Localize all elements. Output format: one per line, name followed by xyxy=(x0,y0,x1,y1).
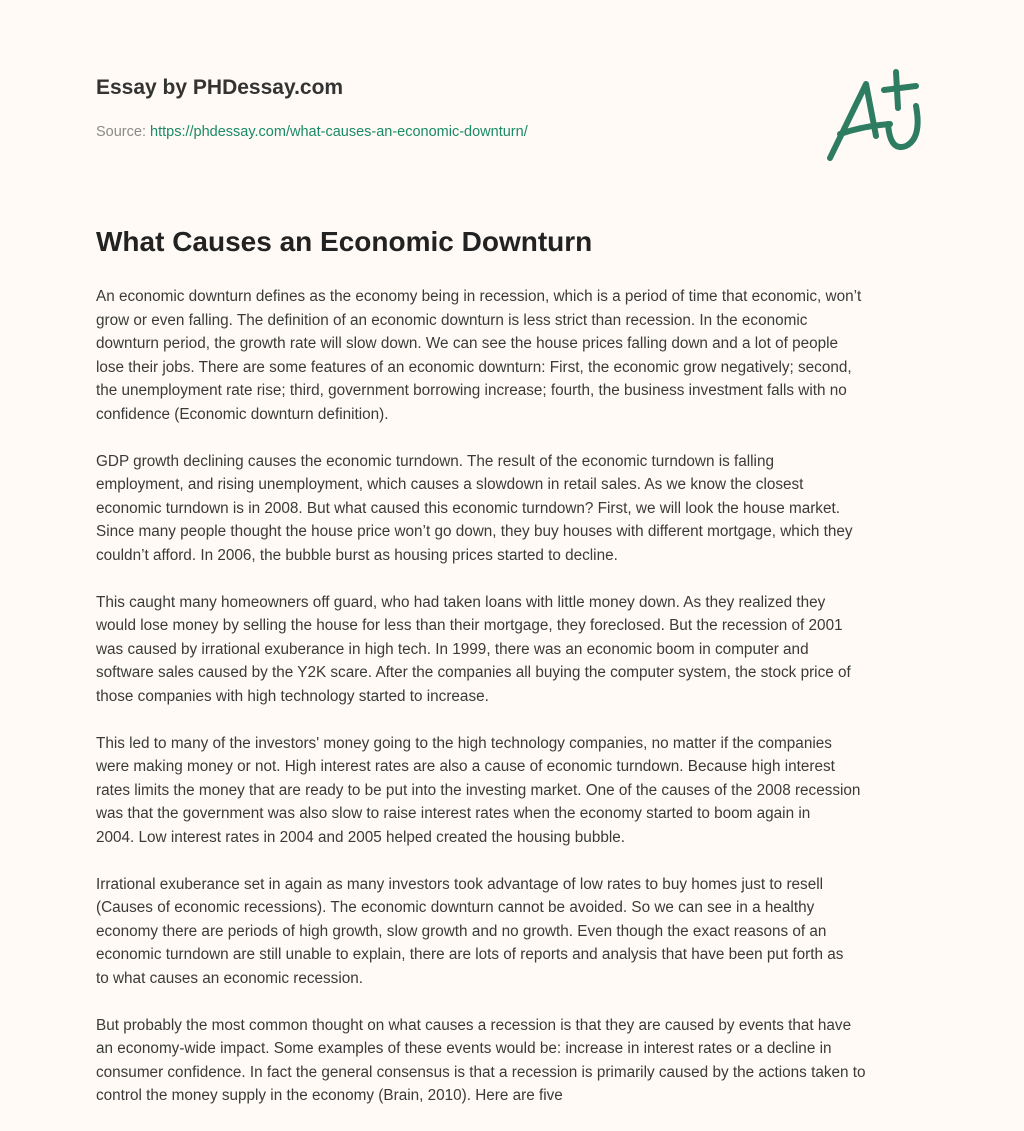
paragraph-line: rates limits the money that are ready to be put into the investing market. One of the causes of the 2008 recession xyxy=(96,781,861,799)
source-link[interactable]: https://phdessay.com/what-causes-an-economic-downturn/ xyxy=(150,124,528,140)
paragraph-line: was caused by irrational exuberance in high tech. In 1999, there was an economic boom in computer and xyxy=(96,640,809,658)
a-plus-logo-icon xyxy=(818,66,933,166)
paragraph-line: couldn’t afford. In 2006, the bubble burst as housing prices started to decline. xyxy=(96,546,618,564)
paragraph-line: An economic downturn defines as the economy being in recession, which is a period of time that economic, won’t xyxy=(96,288,862,305)
paragraph-line: Irrational exuberance set in again as many investors took advantage of low rates to buy homes just to resell xyxy=(96,875,823,893)
paragraph-line: was that the government was also slow to raise interest rates when the economy started to boom again in xyxy=(96,805,811,822)
paragraph-line: confidence (Economic downturn definition). xyxy=(96,405,389,423)
paragraph-line: employment, and rising unemployment, which causes a slowdown in retail sales. As we know the closest xyxy=(96,476,804,493)
paragraph-line: 2004. Low interest rates in 2004 and 2005 helped created the housing bubble. xyxy=(96,828,625,846)
paragraph-line: GDP growth declining causes the economic turndown. The result of the economic turndown is falling xyxy=(96,452,774,470)
paragraph-line: (Causes of economic recessions). The economic downturn cannot be avoided. So we can see in a healthy xyxy=(96,899,815,916)
essay-paragraph xyxy=(96,873,936,991)
paragraph-line: economic turndown are still unable to explain, there are lots of reports and analysis that have been put forth as xyxy=(96,946,844,963)
paragraph-line: Since many people thought the house price won’t go down, they buy houses with different mortgage, which they xyxy=(96,523,853,540)
paragraph-line: lose their jobs. There are some features of an economic downturn: First, the economic grow negatively; second, xyxy=(96,358,852,376)
paragraph-line: were making money or not. High interest rates are also a cause of economic turndown. Because high interest xyxy=(96,758,835,775)
essay-paragraph xyxy=(96,1014,936,1108)
essay-body xyxy=(96,285,936,1131)
essay-paragraph xyxy=(96,285,936,426)
paragraph-line: control the money supply in the economy (Brain, 2010). Here are five xyxy=(96,1087,563,1104)
paragraph-line: economy there are periods of high growth, slow growth and no growth. Even though the exact reasons of an xyxy=(96,922,827,940)
paragraph-line: the unemployment rate rise; third, government borrowing increase; fourth, the business investment falls with no xyxy=(96,382,847,399)
paragraph-line: This caught many homeowners off guard, who had taken loans with little money down. As they realized they xyxy=(96,593,826,611)
paragraph-line: downturn period, the growth rate will slow down. We can see the house prices falling down and a lot of people xyxy=(96,335,839,352)
paragraph-line: software sales caused by the Y2K scare. After the companies all buying the computer system, the stock price of xyxy=(96,664,851,681)
paragraph-line: This led to many of the investors' money going to the high technology companies, no matter if the companies xyxy=(96,734,832,752)
paragraph-line: would lose money by selling the house for less than their mortgage, they foreclosed. But the recession of 2001 xyxy=(96,617,843,634)
paragraph-line: to what causes an economic recession. xyxy=(96,969,363,987)
source-line xyxy=(96,124,528,140)
source-label: Source: xyxy=(96,124,146,140)
paragraph-line: grow or even falling. The definition of an economic downturn is less strict than recession. In the economic xyxy=(96,311,808,329)
brand-title: Essay by PHDessay.com xyxy=(96,76,344,99)
essay-paragraph xyxy=(96,732,936,850)
essay-paragraph xyxy=(96,450,936,568)
essay-title: What Causes an Economic Downturn xyxy=(96,226,593,257)
paragraph-line: consumer confidence. In fact the general consensus is that a recession is primarily caused by the actions taken to xyxy=(96,1063,866,1081)
paragraph-line: an economy-wide impact. Some examples of these events would be: increase in interest rates or a decline in xyxy=(96,1040,832,1057)
paragraph-line: those companies with high technology started to increase. xyxy=(96,687,489,705)
paragraph-line: economic turndown is in 2008. But what caused this economic turndown? First, we will look the house market. xyxy=(96,499,840,517)
paragraph-line: But probably the most common thought on what causes a recession is that they are caused by events that have xyxy=(96,1016,852,1034)
essay-paragraph xyxy=(96,591,936,709)
